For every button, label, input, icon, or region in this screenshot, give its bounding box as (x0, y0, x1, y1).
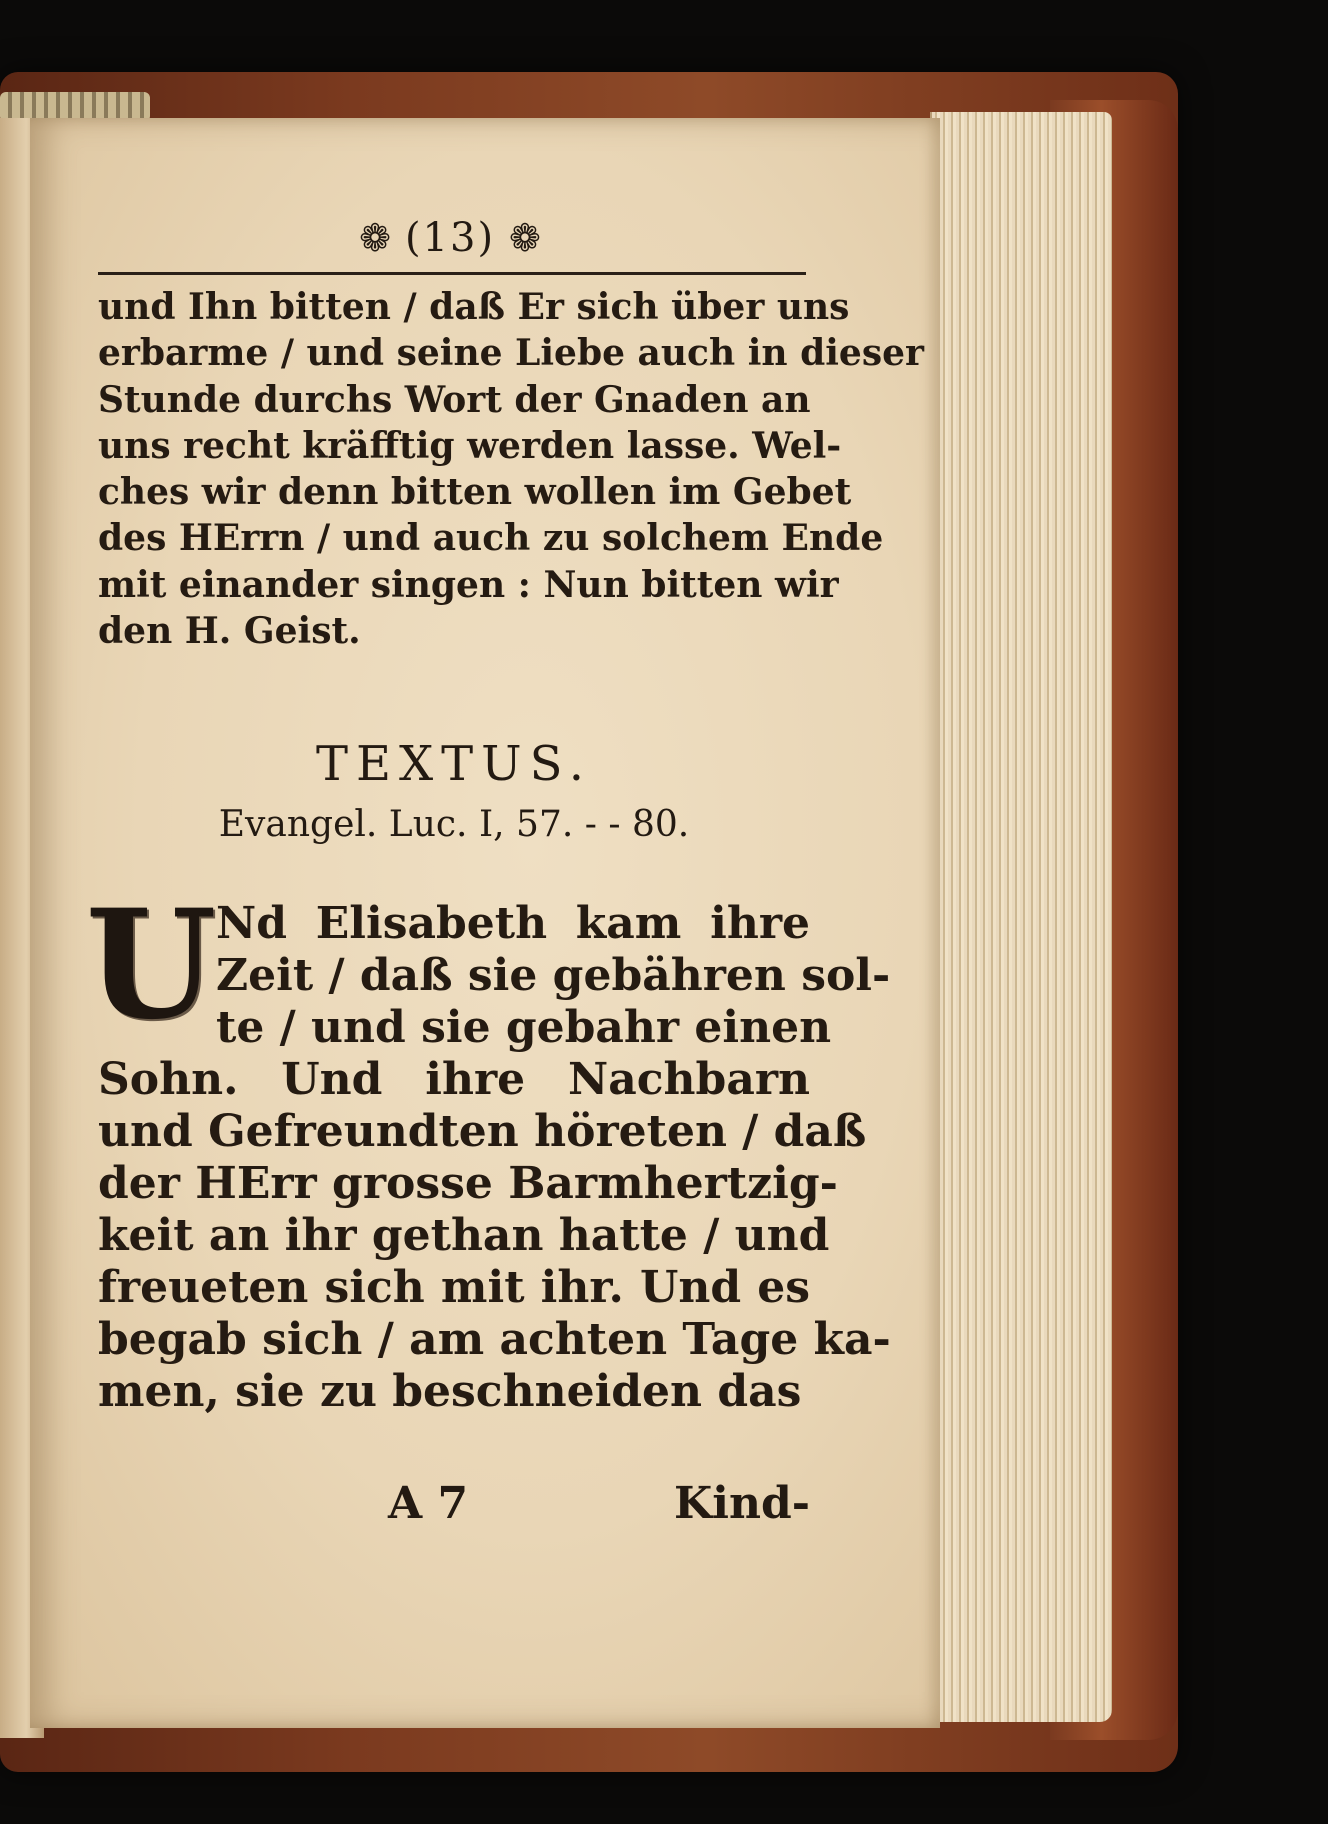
text-line: Stunde durchs Wort der Gnaden an (98, 378, 811, 421)
gospel-paragraph (98, 1054, 891, 1418)
catchword: Kind- (674, 1478, 810, 1529)
section-title: TEXTUS. (315, 736, 593, 792)
text-line: begab sich / am achten Tage ka- (98, 1314, 891, 1365)
header-rule (98, 272, 806, 275)
page-footer (98, 1478, 810, 1538)
drop-cap: U (85, 877, 217, 1053)
text-line: freueten sich mit ihr. Und es (98, 1262, 810, 1313)
text-line: keit an ihr gethan hatte / und (98, 1210, 830, 1261)
text-line: Nd Elisabeth kam ihre (216, 898, 810, 949)
text-line: ches wir denn bitten wollen im Gebet (98, 471, 852, 514)
text-line: te / und sie gebahr einen (216, 1002, 832, 1053)
book-page (30, 118, 940, 1728)
text-line: Sohn. Und ihre Nachbarn (98, 1054, 810, 1105)
text-line: des HErrn / und auch zu solchem Ende (98, 517, 884, 560)
text-line: und Ihn bitten / daß Er sich über uns (98, 286, 850, 328)
page-number: (13) (404, 215, 496, 261)
text-line: erbarme / und seine Liebe auch in dieser (98, 332, 924, 375)
text-line: men, sie zu beschneiden das (98, 1366, 802, 1417)
text-line: und Gefreundten höreten / daß (98, 1106, 867, 1157)
signature-mark: A 7 (388, 1478, 469, 1529)
text-line: uns recht kräfftig werden lasse. Wel- (98, 424, 842, 467)
intro-paragraph (98, 284, 924, 654)
gospel-opening (216, 898, 891, 1054)
page-leaves (930, 112, 1112, 1722)
page-header (90, 213, 810, 263)
text-line: Zeit / daß sie gebähren sol- (216, 950, 891, 1001)
scripture-reference: Evangel. Luc. I, 57. - - 80. (218, 804, 690, 845)
flower-ornament-icon: ❁ (509, 216, 541, 260)
flower-ornament-icon: ❁ (359, 216, 391, 260)
text-line: mit einander singen : Nun bitten wir (98, 563, 839, 606)
text-line: der HErr grosse Barmhertzig- (98, 1158, 838, 1209)
text-line: den H. Geist. (98, 610, 361, 653)
